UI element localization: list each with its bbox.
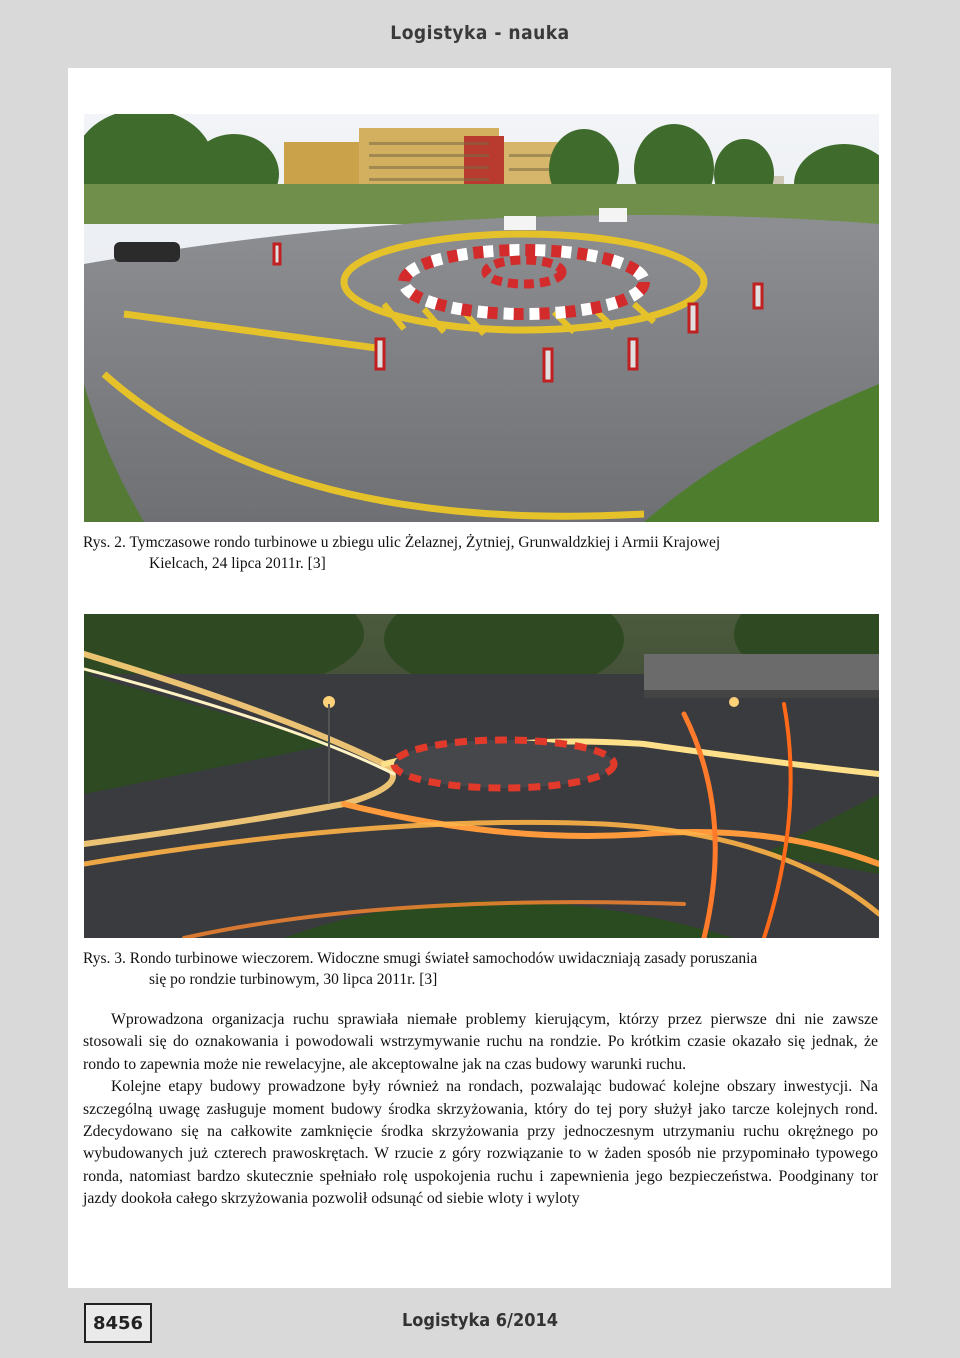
figure-photo-night-roundabout <box>84 614 879 938</box>
journal-footer: Logistyka 6/2014 <box>401 1310 559 1331</box>
caption-line: Rys. 3. Rondo turbinowe wieczorem. Widoczne smugi świateł samochodów uwidaczniają zasady poruszania <box>83 950 758 967</box>
running-header: Logistyka - nauka <box>390 22 570 44</box>
figure-caption-3 <box>83 948 873 990</box>
body-paragraph: Wprowadzona organizacja ruchu sprawiała niemałe problemy kierującym, którzy przez pierwsze dni nie zawsze stosowali się do oznakowania i powodowali wstrzymywanie ruchu na rondzie. Po krótkim czasie okazało się jednak, że rondo to zapewnia może nie rewelacyjne, ale akceptowalne jak na czas budowy warunki ruchu. <box>83 1011 878 1073</box>
caption-line: Rys. 2. Tymczasowe rondo turbinowe u zbiegu ulic Żelaznej, Żytniej, Grunwaldzkiej i Armii Krajowej <box>83 534 721 551</box>
figure-caption-2 <box>83 532 873 574</box>
caption-line: Kielcach, 24 lipca 2011r. [3] <box>149 555 326 572</box>
figure-photo-daytime-roundabout <box>84 114 879 522</box>
page-number: 8456 <box>84 1303 152 1343</box>
caption-line: się po rondzie turbinowym, 30 lipca 2011r. [3] <box>149 971 438 988</box>
page-content <box>68 68 891 1288</box>
article-body <box>83 1009 878 1211</box>
body-paragraph: Kolejne etapy budowy prowadzone były również na rondach, pozwalając budować kolejne obszary inwestycji. Na szczególną uwagę zasługuje moment budowy środka skrzyżowania, który do tej pory służył jako tarcze kolejnych rond. Zdecydowano się na całkowite zamknięcie środka skrzyżowania przy jednoczesnym utrzymaniu ruchu okrężnego po wybudowanych już czterech prawoskrętach. W rzucie z góry rozwiązanie to w żaden sposób nie przypominało typowego ronda, natomiast bardzo skutecznie spełniało rolę uspokojenia ruchu i zapewnienia jego bezpieczeństwa. Poodginany tor jazdy dookoła całego skrzyżowania pozwolił odsunąć od siebie wloty i wyloty <box>83 1078 878 1208</box>
